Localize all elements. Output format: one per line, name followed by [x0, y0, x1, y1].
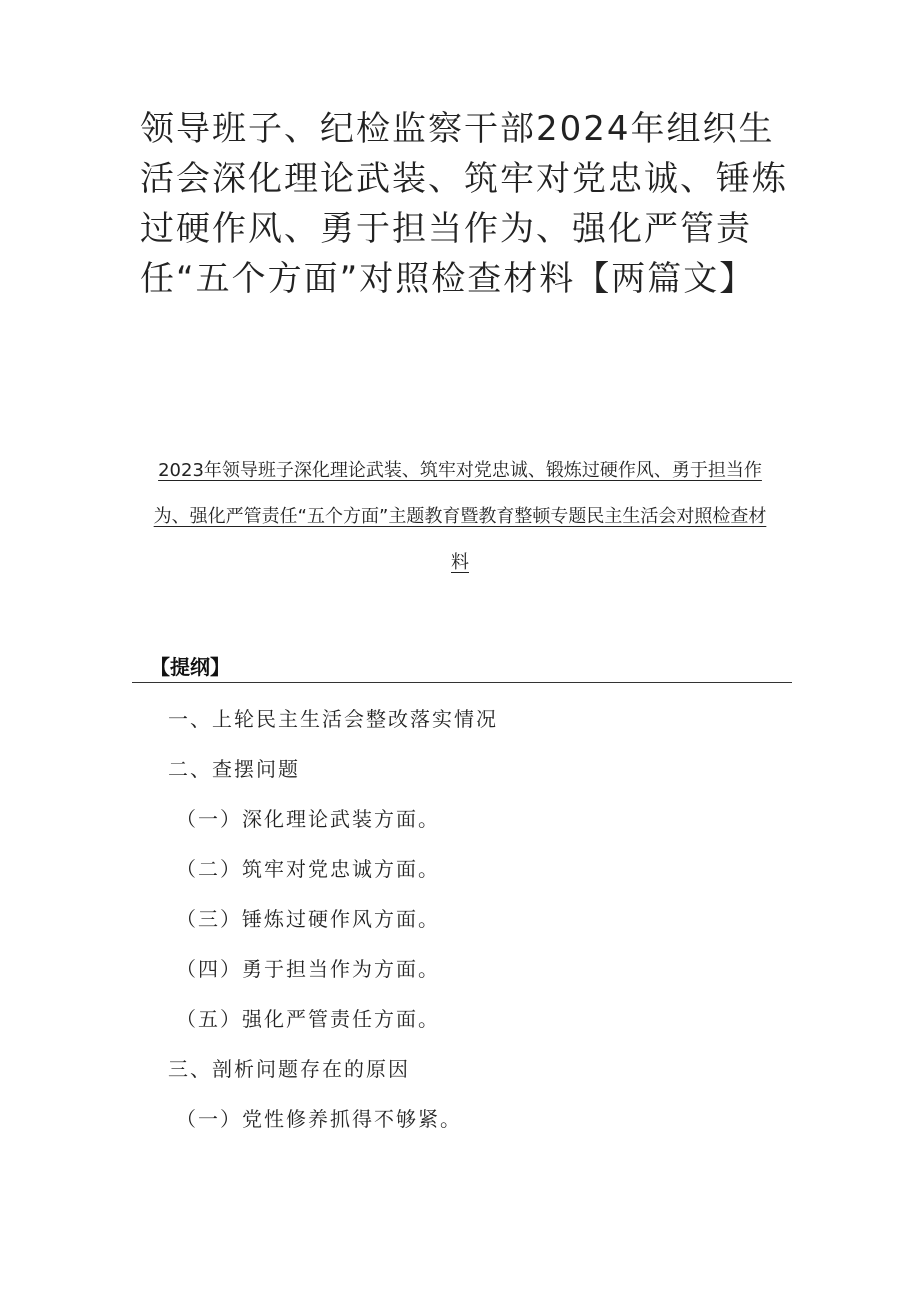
document-title: 领导班子、纪检监察干部2024年组织生活会深化理论武装、筑牢对党忠诚、锤炼过硬作风、勇于担当作为、强化严管责任“五个方面”对照检查材料【两篇文】 — [140, 109, 788, 299]
outline-item: 三、剖析问题存在的原因 — [168, 1057, 410, 1081]
document-subtitle: 2023年领导班子深化理论武装、筑牢对党忠诚、锻炼过硬作风、勇于担当作为、强化严管责任“五个方面”主题教育暨教育整顿专题民主生活会对照检查材料 — [153, 460, 767, 573]
outline-item: （一）深化理论武装方面。 — [176, 807, 440, 831]
outline-item: （五）强化严管责任方面。 — [176, 1007, 440, 1031]
outline-item: （一）党性修养抓得不够紧。 — [176, 1107, 462, 1131]
outline-item: 一、上轮民主生活会整改落实情况 — [168, 707, 498, 731]
outline-item: 二、查摆问题 — [168, 757, 300, 781]
outline-heading: 【提纲】 — [150, 655, 230, 679]
outline-divider — [132, 682, 792, 683]
outline-list — [0, 700, 920, 1150]
outline-item: （三）锤炼过硬作风方面。 — [176, 907, 440, 931]
outline-item: （四）勇于担当作为方面。 — [176, 957, 440, 981]
outline-item: （二）筑牢对党忠诚方面。 — [176, 857, 440, 881]
